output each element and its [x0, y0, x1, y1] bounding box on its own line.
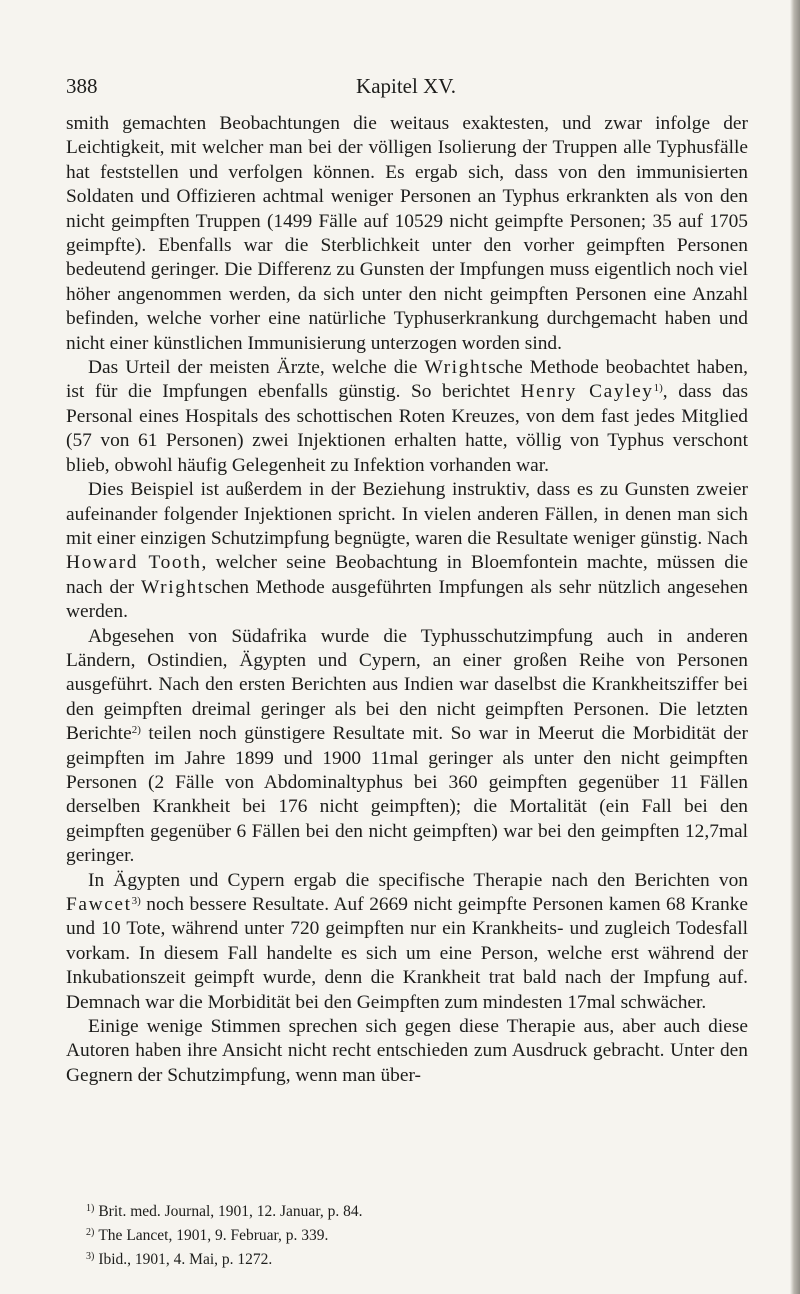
footnote-marker: 1)	[86, 1203, 95, 1214]
footnote-marker: 3)	[86, 1251, 95, 1262]
p3-text-b: , welcher seine Beobachtung in Bloemfontein machte, müssen die nach der	[66, 552, 748, 598]
page-header	[66, 74, 746, 104]
footnote-text: Ibid., 1901, 4. Mai, p. 1272.	[98, 1251, 273, 1268]
body-text	[66, 112, 748, 1088]
footnote-ref-1[interactable]: 1)	[653, 382, 663, 395]
p2-text-b: sche Methode beobachtet haben, ist für die Impfungen ebenfalls günstig. So berichtet	[66, 357, 748, 403]
p5-text-b: noch bessere Resultate. Auf 2669 nicht geimpfte Personen kamen 68 Kranke und 10 Tote, während unter 720 geimpften nur ein Krankheits- und zugleich Todesfall vorkam. In diesem Fall handelte es sich um eine Person, welche erst während der Inkubationszeit geimpft wurde, denn die Krankheit trat bald nach der Impfung auf. Demnach war die Morbidität bei den Geimpften zum mindesten 17mal schwächer.	[66, 894, 748, 1013]
author-cayley: Henry Cayley	[520, 381, 654, 403]
author-tooth: Howard Tooth	[66, 552, 202, 574]
paragraph-2	[66, 356, 748, 478]
author-wright-2: Wright	[141, 576, 205, 598]
running-head: Kapitel XV.	[356, 74, 456, 98]
paragraph-1: smith gemachten Beobachtungen die weitaus exaktesten, und zwar infolge der Leichtigkeit, mit welcher man bei der völligen Isolierung der Truppen alle Typhusfälle hat feststellen und verfolgen können. Es ergab sich, dass von den immunisierten Soldaten und Offizieren achtmal weniger Personen an Typhus erkrankten als von den nicht geimpften Truppen (1499 Fälle auf 10529 nicht geimpfte Personen; 35 auf 1705 geimpfte). Ebenfalls war die Sterblichkeit unter den vorher geimpften Personen bedeutend geringer. Die Differenz zu Gunsten der Impfungen muss eigentlich noch viel höher angenommen werden, da sich unter den nicht geimpften Personen eine Anzahl befinden, welche vorher eine natürliche Typhuserkrankung durchgemacht haben und nicht einer künstlichen Immunisierung unterzogen worden sind.	[66, 113, 748, 354]
footnotes	[86, 1198, 746, 1270]
footnote-ref-2[interactable]: 2)	[131, 724, 141, 737]
p5-text-a: In Ägypten und Cypern ergab die specifische Therapie nach den Berichten von	[88, 869, 748, 891]
footnote-text: The Lancet, 1901, 9. Februar, p. 339.	[98, 1227, 329, 1244]
paragraph-3	[66, 478, 748, 624]
page-number: 388	[66, 74, 98, 98]
p4-text-a: Abgesehen von Südafrika wurde die Typhusschutzimpfung auch in anderen Ländern, Ostindien, Ägypten und Cypern, an einer großen Reihe von Personen ausgeführt. Nach den ersten Berichten aus Indien war daselbst die Krankheitsziffer bei den geimpften dreimal geringer als bei den nicht geimpften Personen. Die letzten Berichte	[66, 625, 748, 745]
paragraph-5	[66, 869, 748, 1015]
author-fawcet: Fawcet	[66, 894, 132, 915]
footnote-ref-3[interactable]: 3)	[131, 895, 141, 907]
author-wright: Wright	[424, 357, 489, 379]
footnote-text: Brit. med. Journal, 1901, 12. Januar, p. 84.	[98, 1203, 363, 1220]
p3-text-a: Dies Beispiel ist außerdem in der Beziehung instruktiv, dass es zu Gunsten zweier aufeinander folgender Injektionen spricht. In vielen anderen Fällen, in denen man sich mit einer einzigen Schutzimpfung begnügte, waren die Resultate weniger günstig. Nach	[66, 479, 748, 549]
p3-text-c: schen Methode ausgeführten Impfungen als sehr nützlich angesehen werden.	[66, 576, 749, 623]
paragraph-4	[66, 625, 748, 869]
footnote-3	[86, 1246, 746, 1270]
page-edge-shadow	[790, 0, 800, 1294]
footnote-marker: 2)	[86, 1227, 95, 1238]
p2-text-a: Das Urteil der meisten Ärzte, welche die	[88, 357, 425, 379]
footnote-1	[86, 1198, 746, 1222]
paragraph-6: Einige wenige Stimmen sprechen sich gegen diese Therapie aus, aber auch diese Autoren haben ihre Ansicht nicht recht entschieden zum Ausdruck gebracht. Unter den Gegnern der Schutzimpfung, wenn man über-	[66, 1016, 748, 1086]
footnote-2	[86, 1222, 746, 1246]
p2-text-c: , dass das Personal eines Hospitals des schottischen Roten Kreuzes, von dem fast jedes Mitglied (57 von 61 Personen) zwei Injektionen erhalten hatte, völlig von Typhus verschont blieb, obwohl häufig Gelegenheit zu Infektion vorhanden war.	[66, 381, 748, 476]
p4-text-b: teilen noch günstigere Resultate mit. So war in Meerut die Morbidität der geimpften im Jahre 1899 und 1900 11mal geringer als unter den nicht geimpften Personen (2 Fälle von Abdominaltyphus bei 360 geimpften gegenüber 11 Fällen derselben Krankheit bei 176 nicht geimpften); die Mortalität (ein Fall bei den geimpften gegenüber 6 Fällen bei den nicht geimpften) war bei den geimpften 12,7mal geringer.	[66, 723, 748, 867]
